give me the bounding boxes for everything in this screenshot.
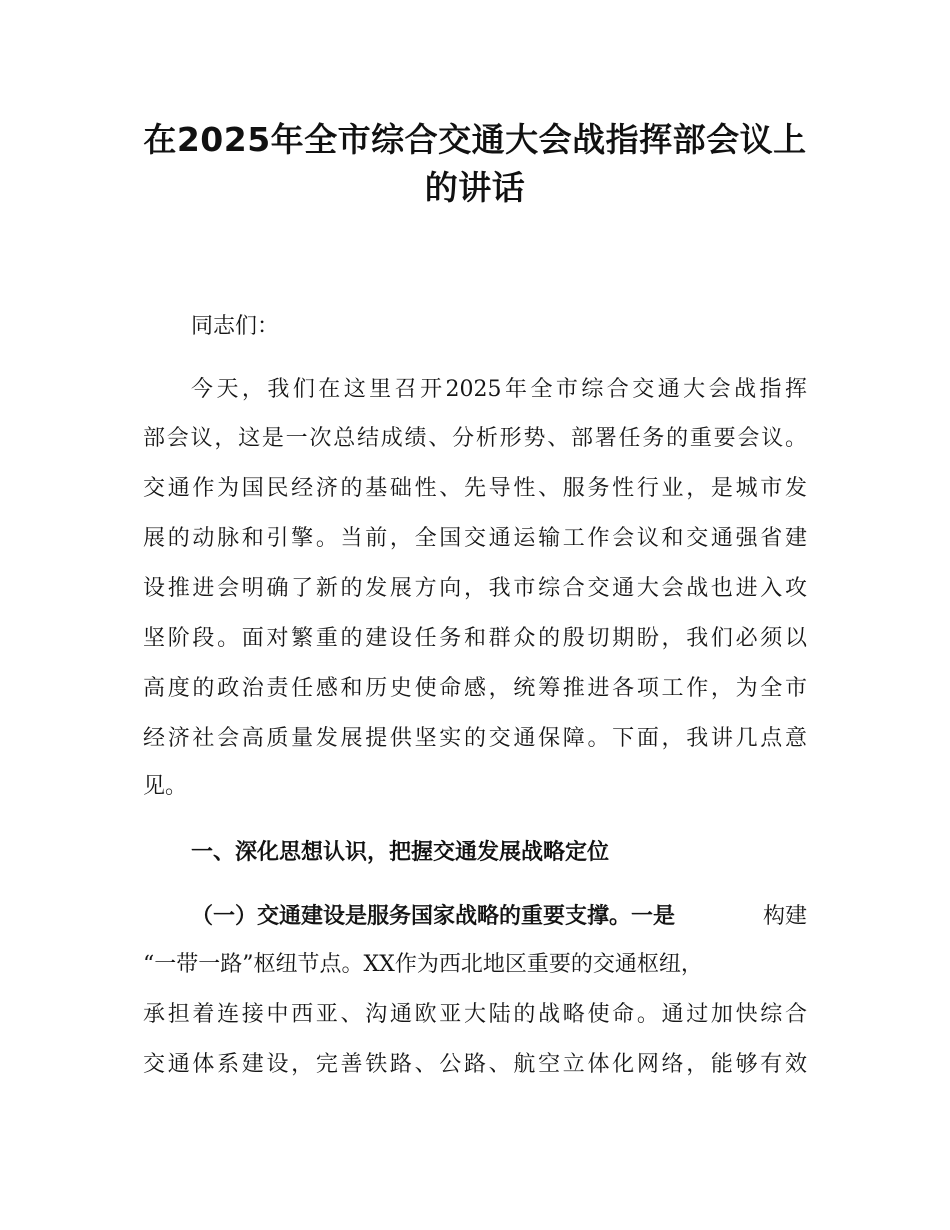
paragraph-1-line-3: 交通作为国民经济的基础性、先导性、服务性行业，是城市发 [143, 476, 807, 501]
subsection-1-lead-line [191, 902, 807, 932]
subsection-1-lead-rest: 构建 [762, 904, 807, 929]
paragraph-1-line-5: 设推进会明确了新的发展方向，我市综合交通大会战也进入攻 [143, 576, 807, 601]
document-title-line-2: 的讲话 [424, 168, 526, 207]
subsection-1-line-2: “一带一路”枢纽节点。XX作为西北地区重要的交通枢纽， [143, 952, 703, 977]
subsection-1-line-3: 承担着连接中西亚、沟通欧亚大陆的战略使命。通过加快综合 [143, 1002, 807, 1027]
salutation: 同志们： [191, 314, 280, 339]
paragraph-1-line-8: 经济社会高质量发展提供坚实的交通保障。下面，我讲几点意 [143, 726, 807, 751]
section-1-heading: 一、深化思想认识，把握交通发展战略定位 [191, 840, 610, 865]
paragraph-1-line-6: 坚阶段。面对繁重的建设任务和群众的殷切期盼，我们必须以 [143, 626, 807, 651]
paragraph-1-line-2: 部会议，这是一次总结成绩、分析形势、部署任务的重要会议。 [143, 426, 807, 451]
document-title-line-1: 在2025年全市综合交通大会战指挥部会议上 [143, 120, 807, 159]
paragraph-1-line-1: 今天，我们在这里召开2025年全市综合交通大会战指挥 [191, 377, 807, 402]
paragraph-1-line-4: 展的动脉和引擎。当前，全国交通运输工作会议和交通强省建 [143, 526, 807, 551]
subsection-1-bold-lead: （一）交通建设是服务国家战略的重要支撑。一是 [191, 904, 676, 929]
subsection-1-line-4: 交通体系建设，完善铁路、公路、航空立体化网络，能够有效 [143, 1052, 807, 1077]
paragraph-1-line-7: 高度的政治责任感和历史使命感，统筹推进各项工作，为全市 [143, 676, 807, 701]
paragraph-1-line-9: 见。 [143, 774, 188, 799]
